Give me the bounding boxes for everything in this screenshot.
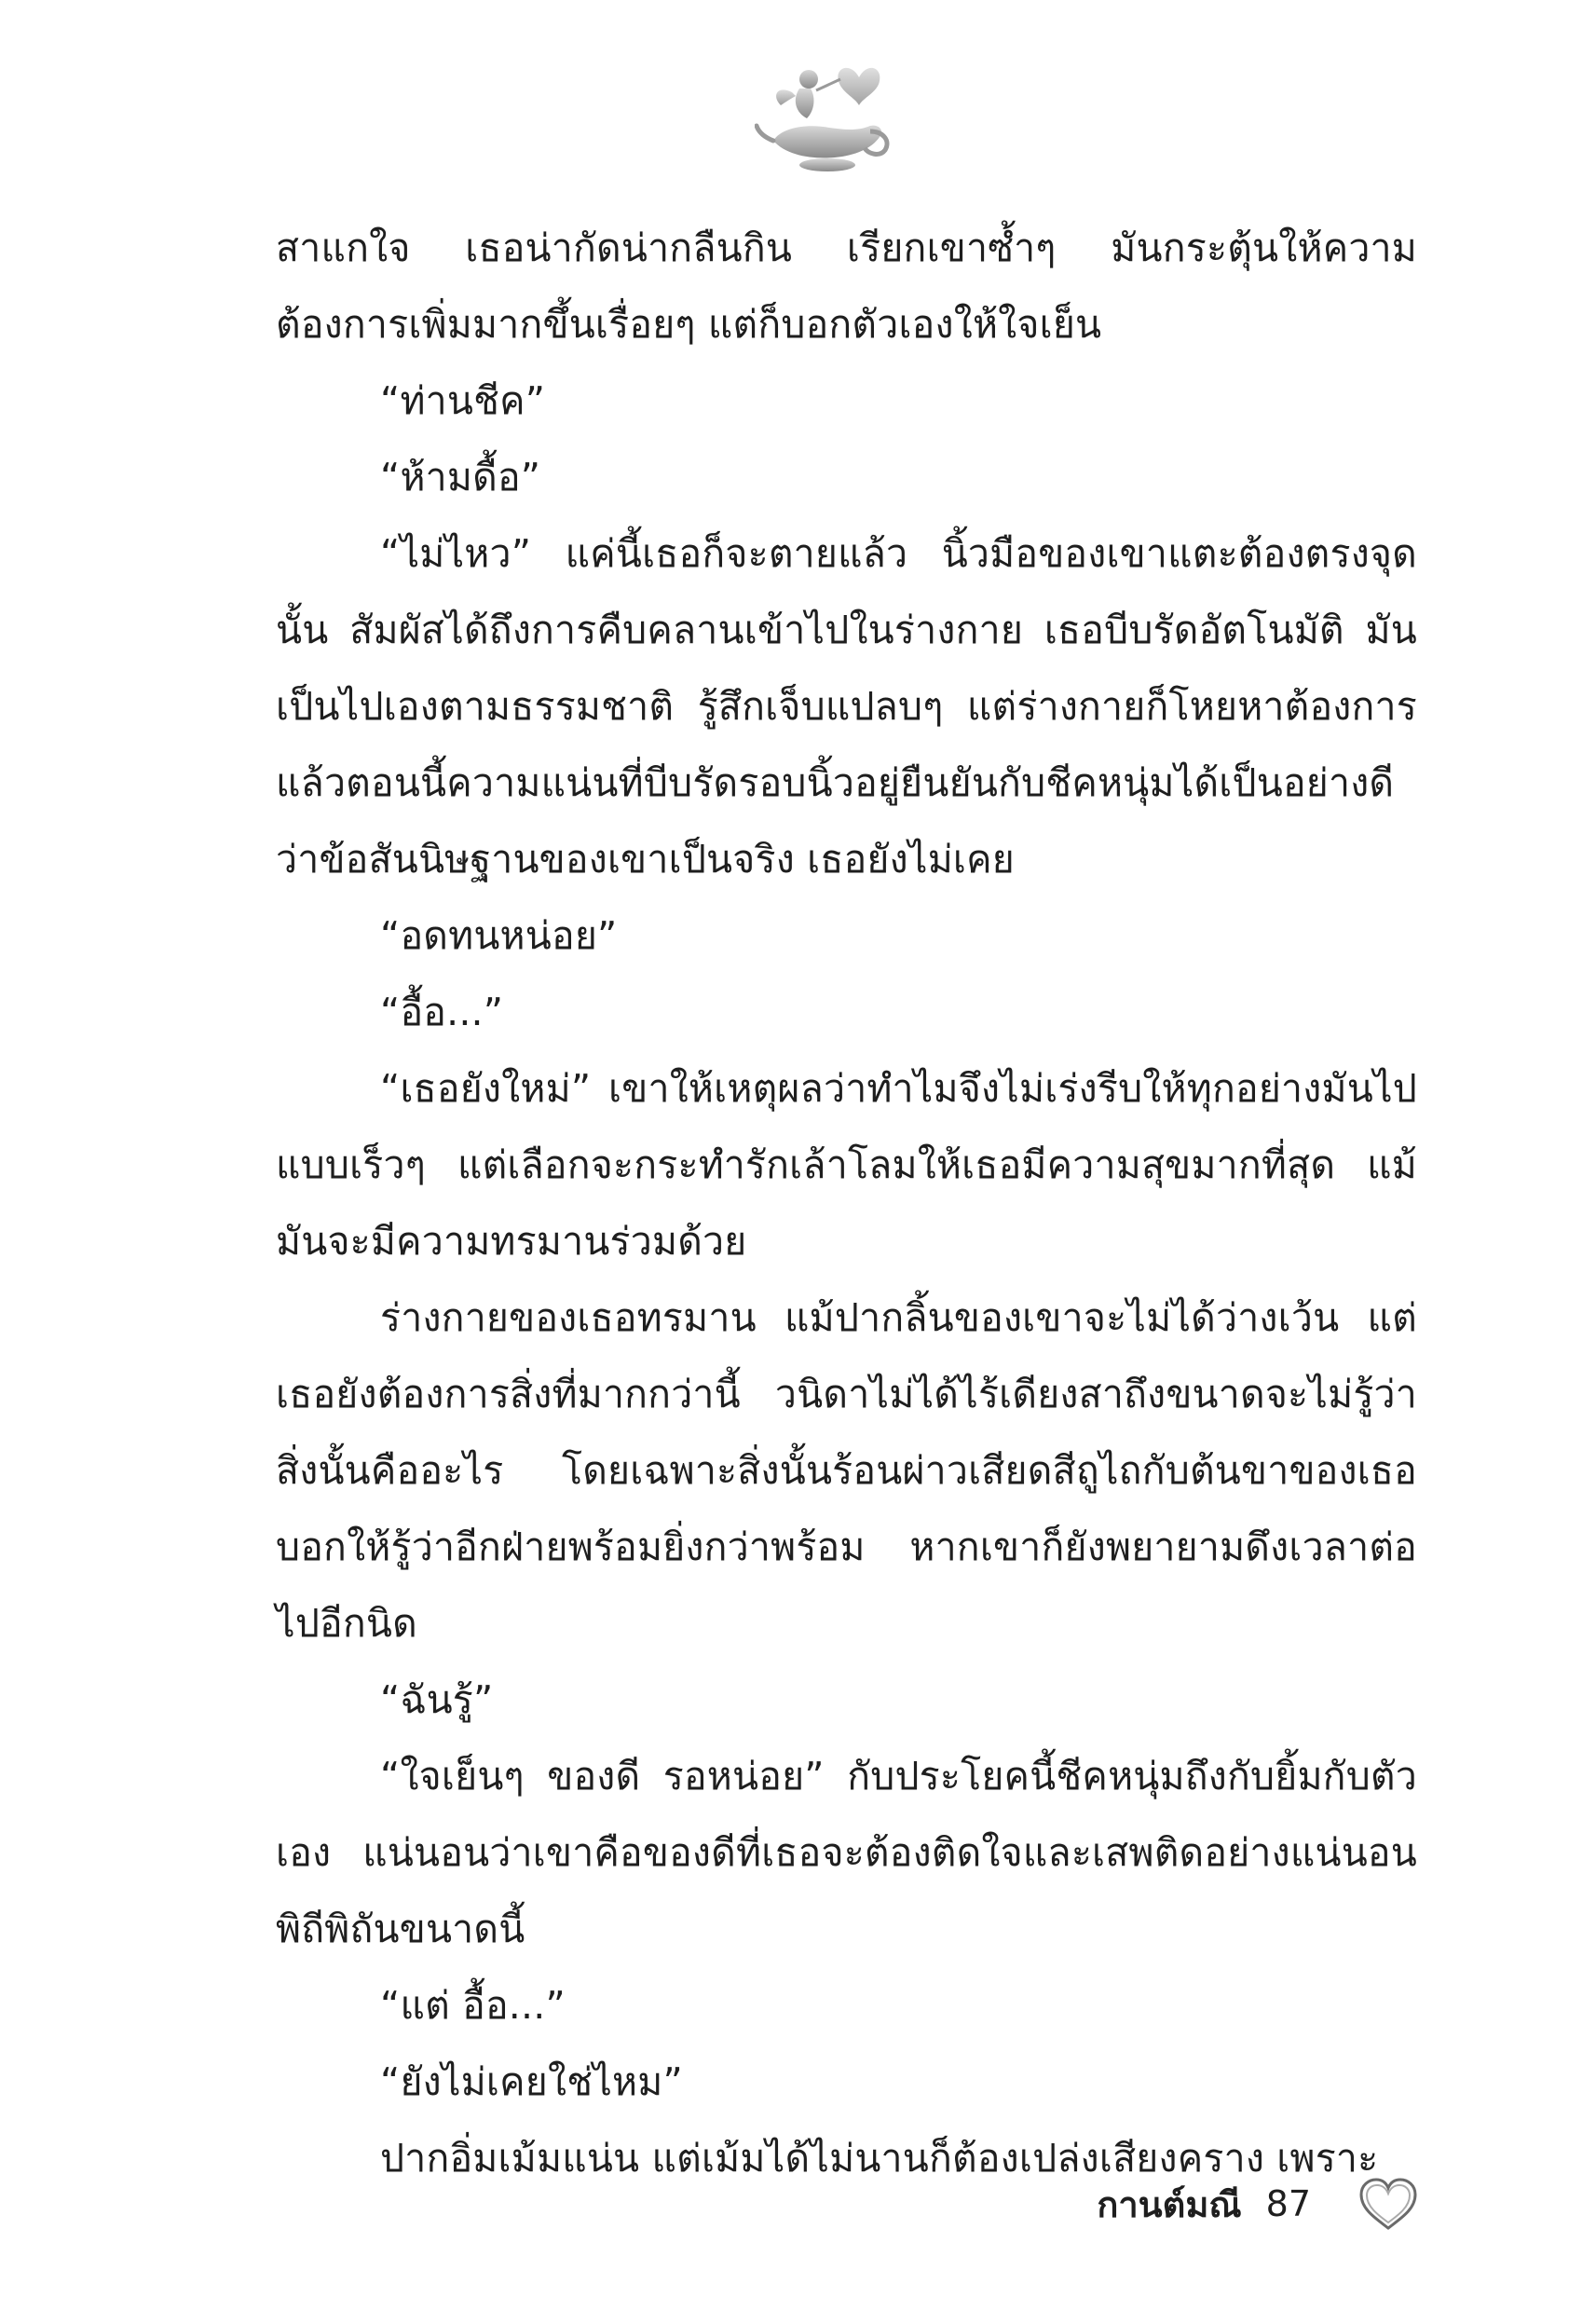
- paragraph: “ฉันรู้”: [380, 1677, 494, 1722]
- paragraph: “เธอยังใหม่” เขาให้เหตุผลว่าทำไมจึงไม่เร่งรีบให้ทุกอย่างมันไปแบบเร็วๆ แต่เลือกจะกระทำรักเล้าโลมให้เธอมีความสุขมากที่สุด แม้มันจะมีความทรมานร่วมด้วย: [276, 1066, 1417, 1264]
- paragraph: ปากอิ่มเม้มแน่น แต่เม้มได้ไม่นานก็ต้องเปล่งเสียงคราง เพราะ: [380, 2136, 1379, 2181]
- paragraph: “ไม่ไหว” แค่นี้เธอก็จะตายแล้ว นิ้วมือของเขาแตะต้องตรงจุดนั้น สัมผัสได้ถึงการคืบคลานเข้าไปในร่างกาย เธอบีบรัดอัตโนมัติ มันเป็นไปเองตามธรรมชาติ รู้สึกเจ็บแปลบๆ แต่ร่างกายก็โหยหาต้องการ แล้วตอนนี้ความแน่นที่บีบรัดรอบนิ้วอยู่ยืนยันกับชีคหนุ่มได้เป็นอย่างดีว่าข้อสันนิษฐานของเขาเป็นจริง เธอยังไม่เคย: [276, 531, 1417, 882]
- paragraph: “อดทนหน่อย”: [380, 913, 618, 958]
- paragraph: สาแกใจ เธอน่ากัดน่ากลืนกิน เรียกเขาซ้ำๆ มันกระตุ้นให้ความต้องการเพิ่มมากขึ้นเรื่อยๆ แต่ก็บอกตัวเองให้ใจเย็น: [276, 226, 1417, 347]
- paragraph: “ยังไม่เคยใช่ไหม”: [380, 2059, 683, 2104]
- page-number: 87: [1265, 2183, 1311, 2224]
- paragraph: “ห้ามดื้อ”: [380, 455, 541, 499]
- paragraph: “แต่ อื้อ...”: [380, 1983, 566, 2028]
- paragraph: ร่างกายของเธอทรมาน แม้ปากลิ้นของเขาจะไม่ได้ว่างเว้น แต่เธอยังต้องการสิ่งที่มากกว่านี้ วนิดาไม่ได้ไร้เดียงสาถึงขนาดจะไม่รู้ว่าสิ่งนั้นคืออะไร โดยเฉพาะสิ่งนั้นร้อนผ่าวเสียดสีถูไถกับต้นขาของเธอบอกให้รู้ว่าอีกฝ่ายพร้อมยิ่งกว่าพร้อม หากเขาก็ยังพยายามดึงเวลาต่อไปอีกนิด: [276, 1295, 1417, 1646]
- page-footer: [1097, 2167, 1419, 2241]
- book-title: กานต์มณี: [1097, 2183, 1242, 2225]
- heart-outline-icon: [1357, 2176, 1419, 2232]
- paragraph: “ใจเย็นๆ ของดี รอหน่อย” กับประโยคนี้ชีคหนุ่มถึงกับยิ้มกับตัวเอง แน่นอนว่าเขาคือของดีที่เธอจะต้องติดใจและเสพติดอย่างแน่นอนพิถีพิถันขนาดนี้: [276, 1754, 1417, 1951]
- paragraph: “ท่านชีค”: [380, 378, 546, 423]
- paragraph: “อื้อ...”: [380, 990, 504, 1034]
- cupid-teapot-ornament-icon: [755, 51, 894, 182]
- body-text: [276, 210, 1417, 2196]
